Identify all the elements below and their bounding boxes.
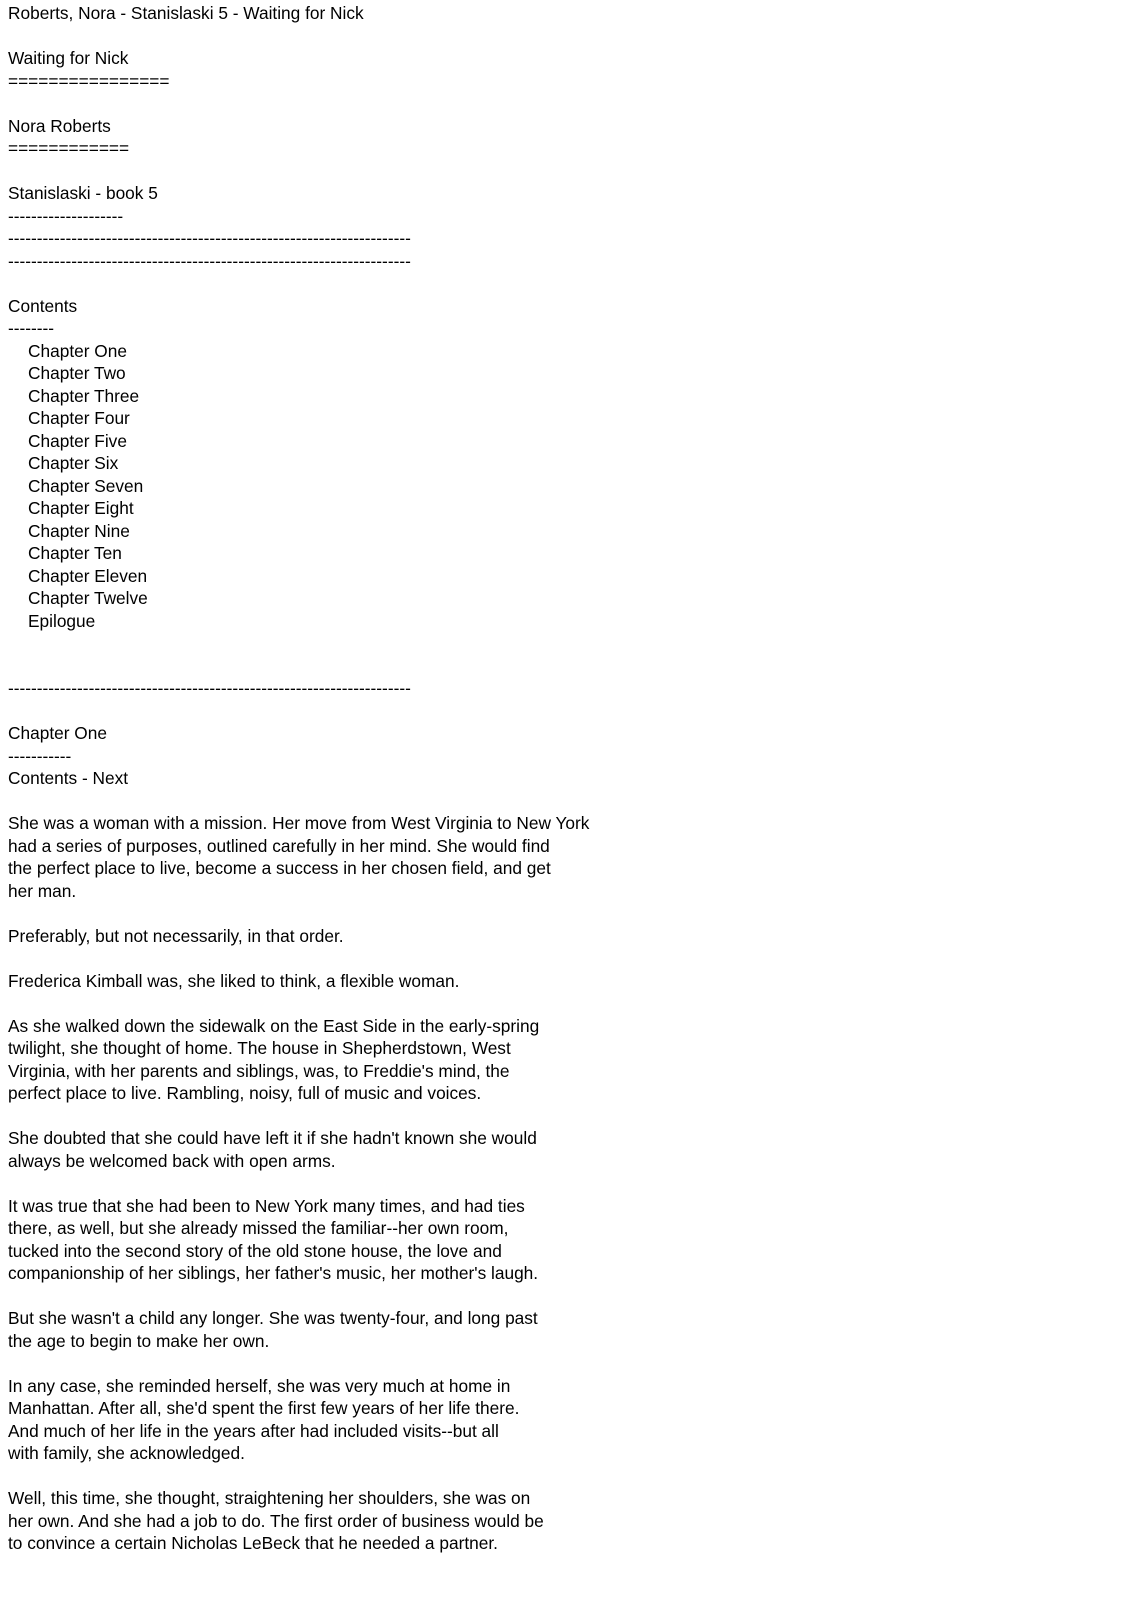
blank-line — [8, 902, 1131, 925]
nav-next-link[interactable]: Next — [92, 768, 129, 788]
series-underline: -------------------- — [8, 205, 124, 226]
contents-item[interactable]: Chapter Three — [28, 385, 140, 406]
paragraph — [8, 925, 1131, 948]
paragraph-line: her own. And she had a job to do. The first order of business would be — [8, 1510, 544, 1531]
blank-line — [8, 1465, 1131, 1488]
contents-item[interactable]: Chapter Eleven — [28, 565, 148, 586]
paragraph — [8, 970, 1131, 993]
contents-item[interactable]: Chapter Five — [28, 430, 127, 451]
contents-item[interactable]: Chapter Seven — [28, 475, 144, 496]
blank-line — [8, 655, 1131, 678]
book-title: Waiting for Nick — [8, 48, 129, 68]
paragraph-line: twilight, she thought of home. The house in Shepherdstown, West — [8, 1038, 511, 1058]
nav-separator: - — [77, 768, 93, 788]
separator-line: ---------------------------------------------------------------------- — [8, 250, 411, 271]
book-title-underline: ================ — [8, 70, 170, 91]
paragraph-line: Well, this time, she thought, straightening her shoulders, she was on — [8, 1488, 531, 1508]
paragraph-line: As she walked down the sidewalk on the East Side in the early-spring — [8, 1015, 540, 1036]
nav-contents-link[interactable]: Contents — [8, 768, 78, 788]
paragraph-line: the age to begin to make her own. — [8, 1330, 270, 1351]
blank-line — [8, 632, 1131, 655]
contents-underline: -------- — [8, 318, 55, 338]
contents-item[interactable]: Chapter Twelve — [28, 588, 148, 608]
blank-line — [8, 272, 1131, 295]
contents-item[interactable]: Chapter Four — [28, 408, 130, 428]
separator-line: ---------------------------------------------------------------------- — [8, 228, 411, 248]
paragraph-line: Virginia, with her parents and siblings, was, to Freddie's mind, the — [8, 1060, 510, 1081]
contents-list — [8, 340, 1131, 633]
contents-item[interactable]: Chapter Eight — [28, 498, 134, 518]
paragraph-line: had a series of purposes, outlined carefully in her mind. She would find — [8, 835, 550, 856]
blank-line — [8, 947, 1131, 970]
contents-item[interactable]: Chapter Nine — [28, 520, 130, 541]
paragraph — [8, 1375, 1131, 1465]
paragraph-line: with family, she acknowledged. — [8, 1443, 245, 1463]
paragraph-line: Frederica Kimball was, she liked to think, a flexible woman. — [8, 970, 460, 991]
paragraph-line: to convince a certain Nicholas LeBeck that he needed a partner. — [8, 1533, 498, 1553]
paragraph — [8, 1307, 1131, 1352]
paragraph-line: But she wasn't a child any longer. She was twenty-four, and long past — [8, 1308, 538, 1328]
chapter-heading-underline: ----------- — [8, 745, 72, 766]
blank-line — [8, 160, 1131, 183]
paragraph — [8, 1015, 1131, 1105]
chapter-nav — [8, 767, 1131, 790]
blank-line — [8, 790, 1131, 813]
author-name: Nora Roberts — [8, 115, 111, 136]
blank-line — [8, 1285, 1131, 1308]
paragraph-line: Preferably, but not necessarily, in that order. — [8, 925, 344, 946]
paragraph-line: Manhattan. After all, she'd spent the first few years of her life there. — [8, 1398, 520, 1418]
blank-line — [8, 25, 1131, 48]
paragraph-line: there, as well, but she already missed the familiar--her own room, — [8, 1218, 509, 1238]
paragraph-line: the perfect place to live, become a success in her chosen field, and get — [8, 858, 551, 878]
paragraph-line: She was a woman with a mission. Her move from West Virginia to New York — [8, 813, 590, 833]
paragraph — [8, 1487, 1131, 1555]
contents-item[interactable]: Chapter Six — [28, 453, 119, 473]
paragraph — [8, 1127, 1131, 1172]
contents-heading: Contents — [8, 295, 78, 316]
paragraph-line: She doubted that she could have left it if she hadn't known she would — [8, 1128, 537, 1148]
blank-line — [8, 1172, 1131, 1195]
paragraph — [8, 1195, 1131, 1285]
blank-line — [8, 992, 1131, 1015]
contents-item[interactable]: Chapter Two — [28, 363, 126, 383]
file-header: Roberts, Nora - Stanislaski 5 - Waiting for Nick — [8, 3, 364, 23]
paragraph-line: And much of her life in the years after had included visits--but all — [8, 1420, 499, 1441]
chapter-paragraphs — [8, 812, 1131, 1555]
contents-item[interactable]: Epilogue — [28, 610, 96, 631]
blank-line — [8, 92, 1131, 115]
paragraph-line: In any case, she reminded herself, she was very much at home in — [8, 1375, 511, 1396]
paragraph-line: always be welcomed back with open arms. — [8, 1150, 336, 1171]
paragraph-line: companionship of her siblings, her father's music, her mother's laugh. — [8, 1263, 539, 1283]
chapter-heading: Chapter One — [8, 723, 107, 743]
paragraph-line: perfect place to live. Rambling, noisy, full of music and voices. — [8, 1083, 482, 1103]
contents-item[interactable]: Chapter One — [28, 340, 127, 361]
paragraph-line: her man. — [8, 880, 77, 901]
paragraph-line: It was true that she had been to New York many times, and had ties — [8, 1195, 525, 1216]
separator-line: ---------------------------------------------------------------------- — [8, 678, 411, 698]
blank-line — [8, 1105, 1131, 1128]
paragraph — [8, 812, 1131, 902]
paragraph-line: tucked into the second story of the old stone house, the love and — [8, 1240, 502, 1261]
series-title: Stanislaski - book 5 — [8, 183, 158, 203]
blank-line — [8, 700, 1131, 723]
contents-item[interactable]: Chapter Ten — [28, 543, 122, 563]
blank-line — [8, 1352, 1131, 1375]
author-underline: ============ — [8, 138, 130, 158]
